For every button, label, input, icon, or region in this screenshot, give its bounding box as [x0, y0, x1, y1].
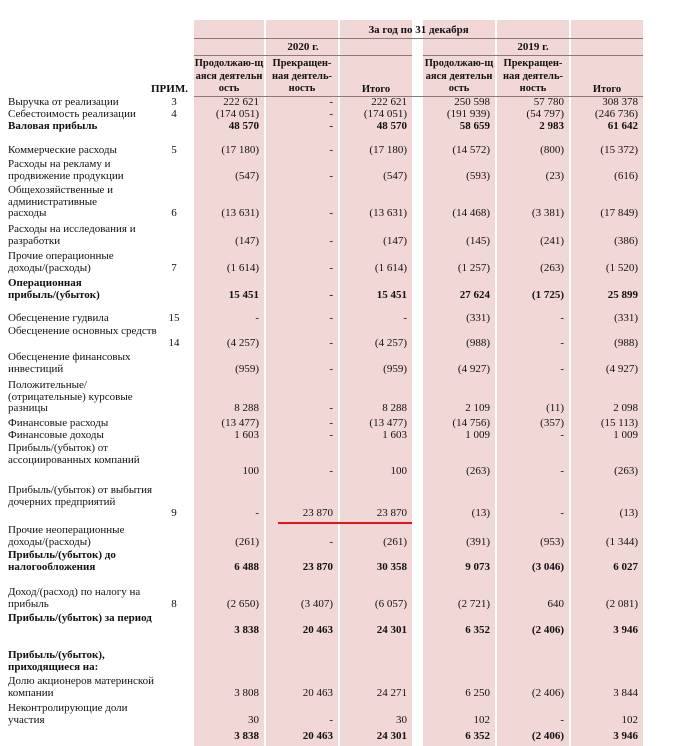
- value-2019-discontinued: -: [560, 312, 564, 324]
- row-label: Долю акционеров материнской компании: [8, 675, 155, 699]
- row-label: Положительные/ (отрицательные) курсовые разницы: [8, 379, 133, 414]
- value-2020-continuing: 48 570: [228, 120, 259, 132]
- value-2020-continuing: 6 488: [234, 560, 259, 573]
- value-2020-discontinued: 20 463: [302, 686, 333, 699]
- value-2019-continuing: 6 250: [465, 686, 490, 699]
- value-2020-total: -: [403, 312, 407, 324]
- value-2020-discontinued: 20 463: [302, 730, 333, 742]
- year-2019-header: 2019 г.: [517, 41, 549, 53]
- value-2019-discontinued: (357): [540, 417, 564, 429]
- value-2019-discontinued: (953): [540, 535, 564, 548]
- value-2020-total: 24 301: [376, 730, 407, 742]
- value-2020-discontinued: -: [329, 362, 333, 375]
- row-note: 15: [168, 312, 180, 324]
- value-2019-total: 3 844: [613, 686, 638, 699]
- value-2020-total: 15 451: [376, 288, 407, 301]
- row-label: Прочие операционные доходы/(расходы): [8, 250, 114, 274]
- value-2019-discontinued: 2 983: [539, 120, 564, 132]
- row-note: 4: [171, 108, 177, 120]
- value-2019-total: (616): [614, 169, 638, 182]
- value-2019-total: 25 899: [607, 288, 638, 301]
- value-2019-discontinued: (241): [540, 234, 564, 247]
- header-2019-total: Итого: [592, 84, 622, 95]
- row-note: 6: [171, 207, 177, 219]
- value-2019-continuing: 9 073: [465, 560, 490, 573]
- row-label: Валовая прибыль: [8, 120, 98, 132]
- value-2020-continuing: (13 631): [221, 207, 259, 219]
- value-2019-total: (4 927): [605, 362, 638, 375]
- row-label: Операционная прибыль/(убыток): [8, 277, 100, 301]
- value-2020-discontinued: -: [329, 429, 333, 441]
- value-2020-continuing: 15 451: [228, 288, 259, 301]
- row-label: Прибыль/(убыток) от ассоциированных компаний: [8, 442, 140, 466]
- value-2019-continuing: (14 572): [452, 144, 490, 156]
- period-rule: [194, 38, 643, 39]
- value-2020-discontinued: -: [329, 144, 333, 156]
- value-2019-total: 3 946: [613, 623, 638, 636]
- header-2019-discontinued: Прекращен-ная деятель-ность: [502, 58, 564, 94]
- highlight-underline: [278, 522, 412, 524]
- row-label: Доход/(расход) по налогу на прибыль: [8, 586, 141, 610]
- period-header: За год по 31 декабря: [368, 24, 469, 36]
- value-2020-continuing: (959): [235, 362, 259, 375]
- value-2019-discontinued: (2 406): [531, 730, 564, 742]
- row-label: Обесценение финансовых инвестиций: [8, 351, 131, 375]
- value-2019-total: (15 372): [600, 144, 638, 156]
- value-2019-total: (386): [614, 234, 638, 247]
- value-2019-continuing: 250 598: [454, 96, 490, 108]
- row-label: Прибыль/(убыток) до налогообложения: [8, 549, 116, 573]
- value-2020-discontinued: -: [329, 96, 333, 108]
- value-2019-total: (2 081): [605, 597, 638, 610]
- value-2020-total: 24 301: [376, 623, 407, 636]
- row-label: Неконтролирующие доли участия: [8, 702, 128, 726]
- value-2019-total: 61 642: [607, 120, 638, 132]
- value-2019-continuing: (145): [466, 234, 490, 247]
- value-2020-discontinued: -: [329, 312, 333, 324]
- value-2020-continuing: (174 051): [215, 108, 259, 120]
- value-2019-continuing: 6 352: [465, 730, 490, 742]
- row-label: Обесценение гудвила: [8, 312, 109, 324]
- row-label: Себестоимость реализации: [8, 108, 136, 120]
- value-2020-total: 100: [390, 465, 407, 477]
- value-2020-total: (547): [383, 169, 407, 182]
- row-label: Прибыль/(убыток) за период: [8, 612, 152, 624]
- value-2020-total: (261): [383, 535, 407, 548]
- row-note: 9: [171, 507, 177, 519]
- value-2019-total: 3 946: [613, 730, 638, 742]
- row-note: 8: [171, 597, 177, 610]
- value-2020-continuing: 3 838: [234, 623, 259, 636]
- row-label: Обесценение основных средств: [8, 325, 157, 337]
- row-label: Коммерческие расходы: [8, 144, 117, 156]
- value-2020-continuing: 1 603: [234, 429, 259, 441]
- value-2019-continuing: (191 939): [446, 108, 490, 120]
- year-2020-rule: [194, 55, 412, 56]
- row-label: Общехозяйственные и административные расходы: [8, 184, 114, 219]
- value-2020-discontinued: -: [329, 535, 333, 548]
- value-2020-continuing: (17 180): [221, 144, 259, 156]
- row-label: Выручка от реализации: [8, 96, 119, 108]
- value-2020-continuing: 30: [248, 713, 259, 726]
- value-2019-discontinued: (23): [545, 169, 564, 182]
- value-2019-continuing: (593): [466, 169, 490, 182]
- value-2020-continuing: 100: [242, 465, 259, 477]
- value-2020-continuing: -: [255, 312, 259, 324]
- value-2019-continuing: (331): [466, 312, 490, 324]
- value-2019-total: (1 520): [605, 261, 638, 274]
- value-2019-continuing: (988): [466, 336, 490, 349]
- value-2019-continuing: 6 352: [465, 623, 490, 636]
- value-2020-continuing: 222 621: [223, 96, 259, 108]
- value-2019-continuing: 2 109: [465, 402, 490, 414]
- value-2020-discontinued: -: [329, 336, 333, 349]
- value-2019-total: 1 009: [613, 429, 638, 441]
- value-2019-continuing: (2 721): [457, 597, 490, 610]
- value-2019-continuing: (391): [466, 535, 490, 548]
- value-2020-continuing: -: [255, 507, 259, 519]
- value-2020-continuing: (1 614): [226, 261, 259, 274]
- value-2019-discontinued: 640: [547, 597, 564, 610]
- row-note: 3: [171, 96, 177, 108]
- value-2019-total: (13): [619, 507, 638, 519]
- value-2019-discontinued: -: [560, 465, 564, 477]
- header-2020-discontinued: Прекращен-ная деятель-ность: [271, 58, 333, 94]
- value-2020-total: 23 870: [376, 507, 407, 519]
- value-2019-total: 308 378: [602, 96, 638, 108]
- value-2020-discontinued: -: [329, 169, 333, 182]
- value-2020-continuing: 3 808: [234, 686, 259, 699]
- value-2019-continuing: (1 257): [457, 261, 490, 274]
- value-2020-continuing: (13 477): [221, 417, 259, 429]
- value-2020-continuing: (147): [235, 234, 259, 247]
- value-2020-total: 30: [396, 713, 407, 726]
- value-2020-discontinued: 20 463: [302, 623, 333, 636]
- value-2020-continuing: 8 288: [234, 402, 259, 414]
- row-note: 5: [171, 144, 177, 156]
- value-2019-discontinued: (2 406): [531, 686, 564, 699]
- value-2020-total: (17 180): [369, 144, 407, 156]
- value-2020-total: 1 603: [382, 429, 407, 441]
- year-2020-header: 2020 г.: [287, 41, 319, 53]
- value-2020-continuing: 3 838: [234, 730, 259, 742]
- value-2020-total: (1 614): [374, 261, 407, 274]
- value-2019-discontinued: -: [560, 429, 564, 441]
- value-2019-discontinued: -: [560, 507, 564, 519]
- value-2020-discontinued: -: [329, 234, 333, 247]
- row-label: Прочие неоперационные доходы/(расходы): [8, 524, 125, 548]
- value-2020-total: (6 057): [374, 597, 407, 610]
- value-2020-total: 48 570: [376, 120, 407, 132]
- row-label: Прибыль/(убыток) от выбытия дочерних предприятий: [8, 484, 153, 508]
- value-2020-total: (959): [383, 362, 407, 375]
- value-2019-total: (15 113): [600, 417, 638, 429]
- value-2020-total: 8 288: [382, 402, 407, 414]
- value-2019-total: 6 027: [613, 560, 638, 573]
- header-2020-total: Итого: [361, 84, 391, 95]
- value-2019-total: 102: [621, 713, 638, 726]
- value-2019-discontinued: (11): [546, 402, 564, 414]
- value-2019-continuing: 27 624: [459, 288, 490, 301]
- row-label: Прибыль/(убыток), приходящиеся на:: [8, 649, 105, 673]
- value-2020-discontinued: -: [329, 108, 333, 120]
- value-2019-discontinued: (263): [540, 261, 564, 274]
- note-col-header: ПРИМ.: [151, 83, 188, 95]
- value-2020-total: (147): [383, 234, 407, 247]
- value-2020-continuing: (2 650): [226, 597, 259, 610]
- value-2019-continuing: (14 756): [452, 417, 490, 429]
- value-2020-continuing: (4 257): [226, 336, 259, 349]
- value-2020-total: (4 257): [374, 336, 407, 349]
- value-2019-total: (1 344): [605, 535, 638, 548]
- value-2019-continuing: 58 659: [459, 120, 490, 132]
- header-2020-continuing: Продолжаю-щаяся деятельность: [194, 58, 264, 94]
- value-2020-discontinued: -: [329, 402, 333, 414]
- value-2019-continuing: (4 927): [457, 362, 490, 375]
- row-label: Расходы на рекламу и продвижение продукции: [8, 158, 124, 182]
- value-2020-total: 24 271: [376, 686, 407, 699]
- value-2019-discontinued: (3 046): [531, 560, 564, 573]
- value-2019-discontinued: 57 780: [533, 96, 564, 108]
- value-2020-discontinued: -: [329, 288, 333, 301]
- value-2019-total: (17 849): [600, 207, 638, 219]
- year-2019-rule: [423, 55, 643, 56]
- value-2020-discontinued: 23 870: [302, 507, 333, 519]
- value-2019-discontinued: -: [560, 713, 564, 726]
- value-2019-total: 2 098: [613, 402, 638, 414]
- value-2019-discontinued: -: [560, 362, 564, 375]
- value-2019-discontinued: (1 725): [531, 288, 564, 301]
- value-2019-discontinued: -: [560, 336, 564, 349]
- value-2020-discontinued: -: [329, 261, 333, 274]
- row-note: 7: [171, 261, 177, 274]
- value-2019-total: (988): [614, 336, 638, 349]
- value-2020-total: 222 621: [371, 96, 407, 108]
- value-2019-discontinued: (54 797): [526, 108, 564, 120]
- value-2020-total: (13 631): [369, 207, 407, 219]
- value-2019-continuing: (263): [466, 465, 490, 477]
- value-2020-discontinued: (3 407): [300, 597, 333, 610]
- value-2019-total: (331): [614, 312, 638, 324]
- value-2020-total: (174 051): [363, 108, 407, 120]
- value-2020-continuing: (261): [235, 535, 259, 548]
- row-note: 14: [168, 336, 180, 349]
- value-2020-discontinued: -: [329, 713, 333, 726]
- value-2020-discontinued: -: [329, 465, 333, 477]
- value-2019-continuing: (13): [471, 507, 490, 519]
- row-label: Финансовые расходы: [8, 417, 109, 429]
- value-2019-discontinued: (3 381): [531, 207, 564, 219]
- value-2019-continuing: 102: [473, 713, 490, 726]
- value-2020-discontinued: -: [329, 417, 333, 429]
- value-2020-discontinued: -: [329, 120, 333, 132]
- header-2019-continuing: Продолжаю-щаяся деятельность: [424, 58, 494, 94]
- value-2020-continuing: (547): [235, 169, 259, 182]
- value-2020-discontinued: -: [329, 207, 333, 219]
- row-label: Расходы на исследования и разработки: [8, 223, 136, 247]
- value-2019-total: (246 736): [594, 108, 638, 120]
- row-label: Финансовые доходы: [8, 429, 104, 441]
- value-2019-discontinued: (800): [540, 144, 564, 156]
- value-2019-continuing: 1 009: [465, 429, 490, 441]
- value-2020-discontinued: 23 870: [302, 560, 333, 573]
- value-2019-continuing: (14 468): [452, 207, 490, 219]
- value-2019-total: (263): [614, 465, 638, 477]
- value-2020-total: (13 477): [369, 417, 407, 429]
- value-2019-discontinued: (2 406): [531, 623, 564, 636]
- value-2020-total: 30 358: [376, 560, 407, 573]
